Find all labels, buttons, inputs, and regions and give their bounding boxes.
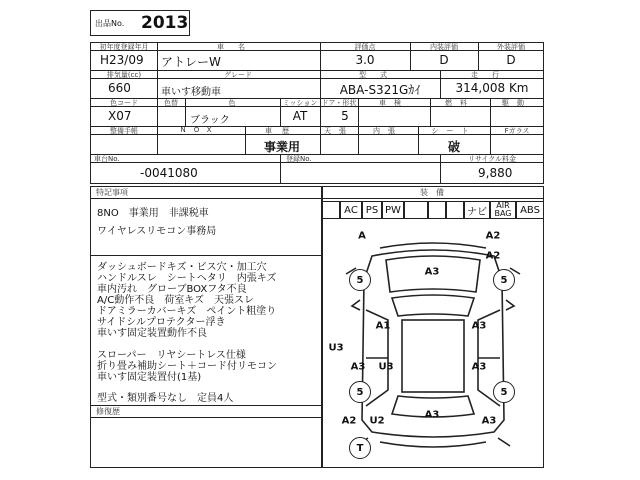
note-line: 車内汚れ グローブBOXフタ不良 <box>97 284 247 295</box>
damage-rear-mid: U2 <box>369 415 385 427</box>
score-label: 評価点 <box>354 43 376 51</box>
lot-number: 2013 <box>141 13 189 33</box>
year-label: 初年度登録年月 <box>99 43 149 51</box>
interior2-label: 内張 <box>373 127 403 135</box>
damage-rear-right: A3 <box>481 415 497 427</box>
note-line: スローパー リヤシートレス仕様 <box>97 350 246 361</box>
col-line <box>358 98 359 126</box>
history-label: 車歴 <box>265 127 299 135</box>
damage-left-front-door: A1 <box>375 320 391 332</box>
notes-divider <box>90 255 322 256</box>
colorcode-value: X07 <box>108 109 132 123</box>
col-line <box>440 154 441 184</box>
row-line <box>90 50 544 51</box>
col-line <box>185 98 186 126</box>
equip-pw: PW <box>382 201 404 219</box>
note-line: 折り畳み補助シート＋コード付リモコン <box>97 361 277 372</box>
mission-label: ミッション <box>282 99 318 107</box>
exterior-value: D <box>506 53 516 67</box>
interior-label: 内装評価 <box>430 43 458 51</box>
note-line: 車いす固定装置動作不良 <box>97 328 207 339</box>
colorcode-label: 色コード <box>110 99 138 107</box>
col-line <box>157 126 158 154</box>
mileage-label: 走行 <box>471 71 513 79</box>
drive-label: 駆動 <box>502 99 532 107</box>
mission-value: AT <box>292 109 308 123</box>
chassis-value: -0041080 <box>140 166 198 180</box>
color-value: ブラック <box>190 115 230 126</box>
note-line: サイドシルプロテクター浮き <box>97 317 226 328</box>
grade-label: グレード <box>224 71 252 79</box>
inspection-label: 車検 <box>379 99 409 107</box>
recycle-label: リサイクル料金 <box>467 155 517 163</box>
car-body-diagram <box>322 220 544 468</box>
note-line: 8NO 事業用 非課税車 <box>97 208 209 219</box>
damage-front: A <box>358 230 366 242</box>
damage-front-right: A2 <box>485 230 501 242</box>
car-value: アトレーW <box>161 55 221 69</box>
lot-label: 出品No. <box>95 19 125 28</box>
note-line: A/C動作不良 荷室キズ 天張スレ <box>97 295 254 306</box>
chassis-label: 車台No. <box>94 155 120 163</box>
tire-front-left: 5 <box>349 269 371 291</box>
notes-header: 特記事項 <box>96 188 128 197</box>
mileage-value: 314,008 Km <box>455 81 529 95</box>
reg-label: 登録No. <box>286 155 312 163</box>
note-line: ダッシュボードキズ・ビス穴・加工穴 <box>97 262 267 273</box>
car-label: 車名 <box>217 43 259 51</box>
notes-header-line <box>90 198 322 199</box>
displacement-value: 660 <box>108 81 131 95</box>
recycle-value: 9,880 <box>478 166 513 180</box>
roof-label: 天張 <box>324 127 354 135</box>
exterior-label: 外装評価 <box>497 43 525 51</box>
equip-airbag: AIR BAG <box>490 201 516 219</box>
spare-tire: T <box>349 437 371 459</box>
note-line: ハンドルスレ シートヘタリ 内張キズ <box>97 273 277 284</box>
color-label: 色 <box>228 99 236 107</box>
equip-abs: ABS <box>516 201 544 219</box>
equip-empty <box>428 201 446 219</box>
equip-ac: AC <box>340 201 362 219</box>
doors-label: ドア・形状 <box>321 99 357 107</box>
tire-rear-right: 5 <box>493 381 515 403</box>
tire-rear-left: 5 <box>349 381 371 403</box>
equip-ps: PS <box>362 201 382 219</box>
equipment-header-line <box>322 198 544 199</box>
damage-left-rear-door: A3 <box>350 361 366 373</box>
doors-value: 5 <box>341 109 349 123</box>
note-line: ドアミラーカバーキズ ペイント粗塗り <box>97 306 277 317</box>
damage-right-rear: A3 <box>471 361 487 373</box>
col-line <box>410 42 411 70</box>
col-line <box>280 98 281 126</box>
model-label: 型式 <box>359 71 401 79</box>
repair-divider <box>90 405 322 406</box>
col-line <box>157 98 158 126</box>
col-line <box>490 126 491 154</box>
damage-left-rear-door-2: U3 <box>378 361 394 373</box>
col-line <box>440 70 441 98</box>
interior-value: D <box>439 53 449 67</box>
equip-empty <box>404 201 428 219</box>
damage-rear-left: A2 <box>341 415 357 427</box>
manual-label: 整備手帳 <box>110 127 138 135</box>
equip-empty <box>446 201 464 219</box>
col-line <box>320 42 321 70</box>
seat-value: 破 <box>447 140 461 154</box>
damage-tail: A3 <box>424 409 440 421</box>
seat-label: シート <box>431 127 477 135</box>
model-value: ABA-S321Gｶｲ <box>339 83 421 97</box>
col-line <box>430 98 431 126</box>
fuel-label: 燃料 <box>445 99 475 107</box>
col-line <box>490 98 491 126</box>
col-line <box>418 126 419 154</box>
col-line <box>157 70 158 98</box>
equip-empty <box>322 201 340 219</box>
col-line <box>320 126 321 154</box>
col-line <box>478 42 479 70</box>
year-value: H23/09 <box>100 53 144 67</box>
grade-value: 車いす移動車 <box>161 87 221 98</box>
note-line: 型式・類別番号なし 定員4人 <box>97 393 234 404</box>
col-line <box>280 154 281 184</box>
displacement-label: 排気量(cc) <box>106 71 142 79</box>
nox-label: NOX <box>180 126 220 134</box>
repair-label: 修復歴 <box>96 407 120 416</box>
note-line: 車いす固定装置付(1基) <box>97 372 202 383</box>
repair-header-line <box>90 417 322 418</box>
tone-label: 色替 <box>164 99 178 107</box>
col-line <box>358 126 359 154</box>
damage-hood: A3 <box>424 266 440 278</box>
col-line <box>157 42 158 70</box>
col-line <box>320 70 321 98</box>
tire-front-right: 5 <box>493 269 515 291</box>
history-value: 事業用 <box>263 140 301 154</box>
equipment-header: 装 備 <box>420 188 444 197</box>
score-value: 3.0 <box>355 53 375 67</box>
damage-left-side: U3 <box>328 342 344 354</box>
col-line <box>245 126 246 154</box>
glass-label: Fガラス <box>504 127 530 135</box>
equip-navi: ナビ <box>464 201 490 219</box>
damage-front-right-2: A2 <box>485 250 501 262</box>
note-line: ワイヤレスリモコン事務局 <box>97 226 217 237</box>
lot-number-box <box>90 10 190 36</box>
damage-right-front-door: A3 <box>471 320 487 332</box>
